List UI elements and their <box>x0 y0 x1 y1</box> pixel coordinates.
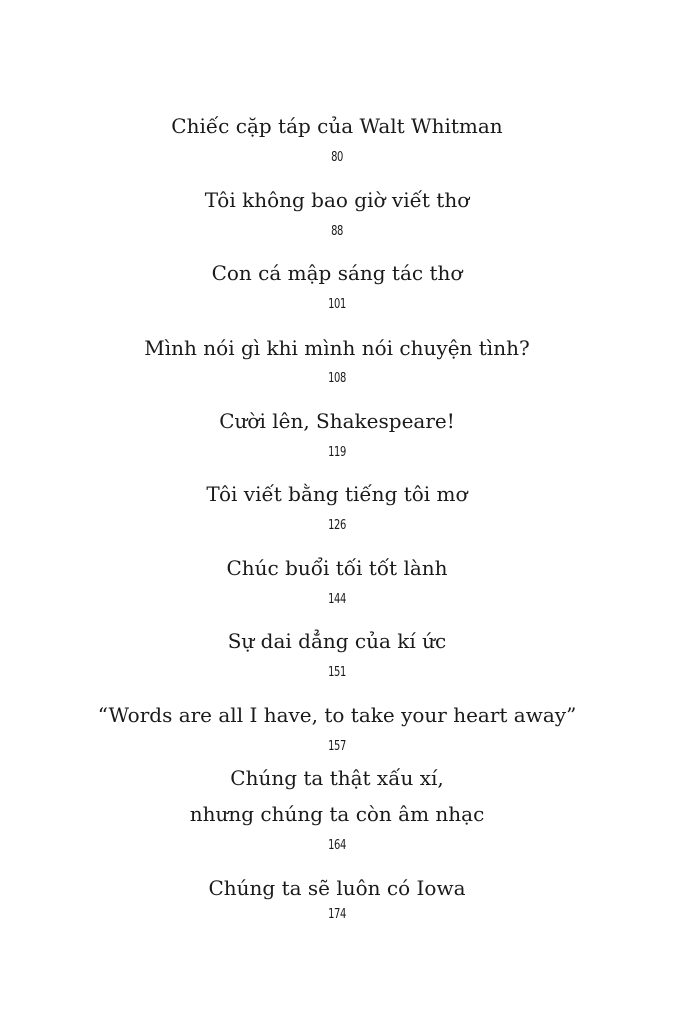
toc-entry-page: 151 <box>328 665 346 680</box>
toc-entry-title-multiline <box>0 766 674 838</box>
toc-entry-title: Tôi viết bằng tiếng tôi mơ <box>206 482 468 506</box>
toc-entry-title: Mình nói gì khi mình nói chuyện tình? <box>144 336 530 360</box>
toc-entry-page: 144 <box>328 592 346 607</box>
toc-entry-page: 101 <box>328 297 346 312</box>
toc-entry-page: 108 <box>328 371 346 386</box>
toc-entry-page: 88 <box>331 224 343 239</box>
toc-entry-title: Con cá mập sáng tác thơ <box>211 261 463 285</box>
toc-entry-page: 174 <box>328 907 346 922</box>
toc-entry-title: Chúc buổi tối tốt lành <box>226 556 448 580</box>
toc-entry-title-line: Chúng ta thật xấu xí, <box>230 766 444 790</box>
toc-entry-title: Tôi không bao giờ viết thơ <box>204 188 470 212</box>
toc-entry-page: 164 <box>328 838 346 853</box>
toc-entry-title: “Words are all I have, to take your heart away” <box>97 703 577 727</box>
toc-entry-title: Chiếc cặp táp của Walt Whitman <box>171 114 503 138</box>
toc-entry-title-line: nhưng chúng ta còn âm nhạc <box>189 802 485 826</box>
toc-entry-page: 119 <box>328 445 346 460</box>
toc-entry-page: 126 <box>328 518 346 533</box>
toc-entry-title: Cười lên, Shakespeare! <box>219 409 455 433</box>
toc-entry-title: Sự dai dẳng của kí ức <box>227 629 447 653</box>
toc-entry-title: Chúng ta sẽ luôn có Iowa <box>208 876 466 900</box>
toc-entry-page: 80 <box>331 150 343 165</box>
toc-entry-page: 157 <box>328 739 346 754</box>
